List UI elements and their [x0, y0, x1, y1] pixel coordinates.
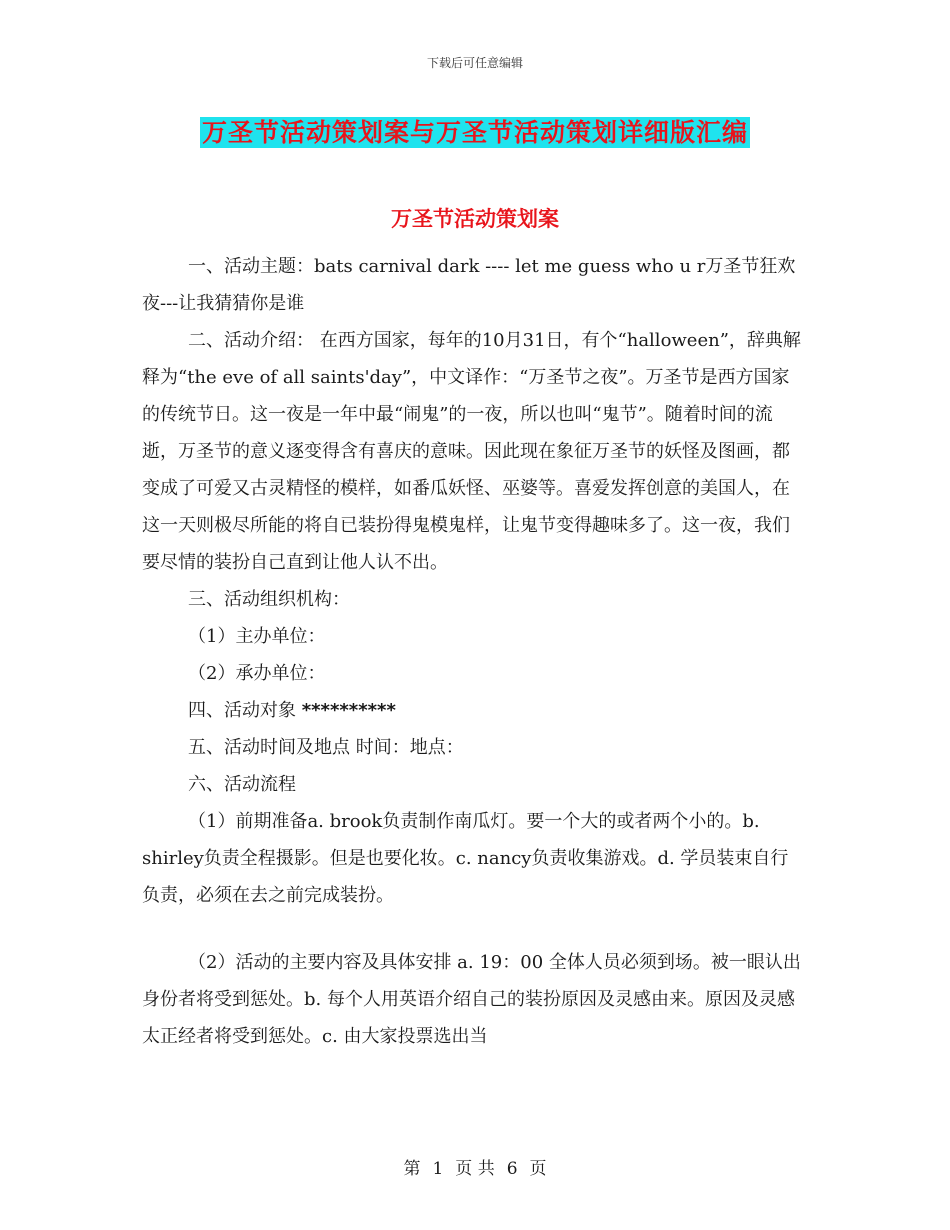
header-note: 下载后可任意编辑 — [426, 56, 523, 70]
paragraph-theme: 一、活动主题：bats carnival dark ---- let me guess who u r万圣节狂欢夜---让我猜猜你是谁 — [142, 256, 796, 314]
footer-suffix: 页 — [529, 1159, 547, 1179]
paragraph-arrangement: （2）活动的主要内容及具体安排 a. 19：00 全体人员必须到场。被一眼认出身份者将受到惩处。b. 每个人用英语介绍自己的装扮原因及灵感由来。原因及灵感太正经者将受到惩处。c. 由大家投票选出当 — [142, 952, 801, 1047]
paragraph-time-place: 五、活动时间及地点 时间：地点： — [188, 737, 464, 758]
audience-label: 四、活动对象 — [188, 700, 302, 721]
paragraph-organizer: （2）承办单位： — [188, 663, 326, 684]
document-title-text: 万圣节活动策划案与万圣节活动策划详细版汇编 — [201, 118, 748, 147]
footer-mid: 页 共 — [455, 1159, 495, 1179]
page-number: 1 — [432, 1159, 444, 1179]
paragraph-organization: 三、活动组织机构： — [188, 589, 350, 610]
paragraph-host: （1）主办单位： — [188, 626, 326, 647]
page-total: 6 — [506, 1159, 518, 1179]
audience-placeholder: ********** — [301, 700, 396, 721]
document-body — [142, 248, 806, 1055]
document-title — [0, 113, 950, 149]
paragraph-audience — [142, 692, 806, 729]
paragraph-process: 六、活动流程 — [188, 774, 296, 795]
paragraph-introduction: 二、活动介绍： 在西方国家，每年的10月31日，有个“halloween”，辞典解释为“the eve of all saints'day”，中文译作：“万圣节之夜”。万圣节是西方国家的传统节日。这一夜是一年中最“闹鬼”的一夜，所以也叫“鬼节”。随着时间的流逝，万圣节的意义逐变得含有喜庆的意味。因此现在象征万圣节的妖怪及图画，都变成了可爱又古灵精怪的模样，如番瓜妖怪、巫婆等。喜爱发挥创意的美国人，在这一天则极尽所能的将自已装扮得鬼模鬼样，让鬼节变得趣味多了。这一夜，我们要尽情的装扮自己直到让他人认不出。 — [142, 330, 801, 573]
page-footer — [0, 1154, 950, 1179]
paragraph-preparation: （1）前期准备a. brook负责制作南瓜灯。要一个大的或者两个小的。b. shirley负责全程摄影。但是也要化妆。c. nancy负责收集游戏。d. 学员装束自行负责，必须在去之前完成装扮。 — [142, 811, 789, 906]
footer-prefix: 第 — [403, 1159, 421, 1179]
paragraph-spacer — [142, 914, 806, 944]
section-title: 万圣节活动策划案 — [391, 207, 559, 231]
